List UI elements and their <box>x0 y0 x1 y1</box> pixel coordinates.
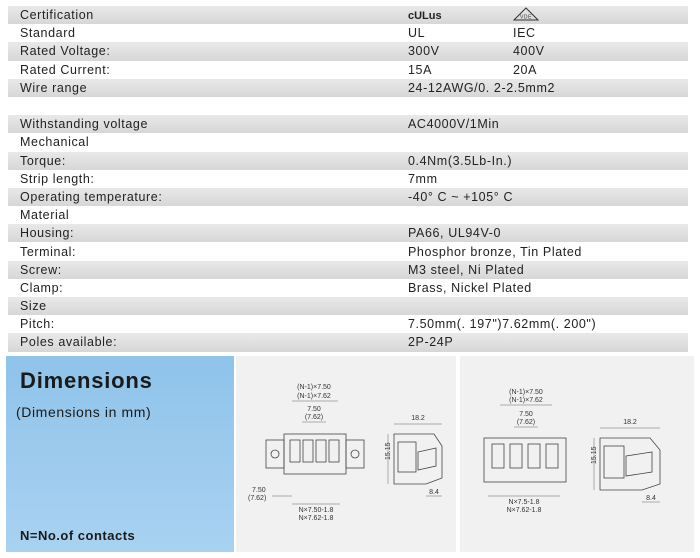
row-pitch <box>8 315 688 333</box>
material-label: Material <box>20 208 70 223</box>
screw-label: Screw: <box>20 262 62 277</box>
wire-range-label: Wire range <box>20 80 88 95</box>
d1-bottom-b: N×7.62-1.8 <box>298 515 334 522</box>
rated-current-label: Rated Current: <box>20 62 111 77</box>
pitch-value: 7.50mm(. 197")7.62mm(. 200") <box>408 317 597 332</box>
row-size <box>8 297 688 315</box>
d1-left-a: 7.50 <box>252 487 266 494</box>
row-strip-length <box>8 170 688 188</box>
d2-bottom-b: N×7.62-1.8 <box>506 507 542 514</box>
ul-mark-text: cULus <box>408 10 442 23</box>
row-torque <box>8 152 688 170</box>
row-rated-current <box>8 61 688 79</box>
clamp-label: Clamp: <box>20 280 64 295</box>
row-screw <box>8 261 688 279</box>
standard-iec: IEC <box>513 26 536 41</box>
rated-voltage-iec: 400V <box>513 44 545 59</box>
drawing-plain-connector <box>460 356 694 552</box>
housing-value: PA66, UL94V-0 <box>408 226 502 241</box>
vde-triangle-icon <box>513 7 539 21</box>
row-poles-available <box>8 333 688 351</box>
d2-bottom-a: N×7.5-1.8 <box>508 499 540 506</box>
d1-pitch-a: 7.50 <box>307 406 321 413</box>
size-label: Size <box>20 299 47 314</box>
certification-label: Certification <box>20 8 94 23</box>
rated-current-ul: 15A <box>408 62 433 77</box>
pitch-label: Pitch: <box>20 317 55 332</box>
row-operating-temperature <box>8 188 688 206</box>
row-housing <box>8 224 688 242</box>
row-mechanical <box>8 133 688 151</box>
wire-range-value: 24-12AWG/0. 2-2.5mm2 <box>408 80 556 95</box>
withstanding-voltage-value: AC4000V/1Min <box>408 117 500 132</box>
row-standard <box>8 24 688 42</box>
withstanding-voltage-label: Withstanding voltage <box>20 117 149 132</box>
row-rated-voltage <box>8 42 688 60</box>
vde-certification-mark <box>513 7 663 24</box>
torque-value: 0.4Nm(3.5Lb-In.) <box>408 153 513 168</box>
d2-pitch-b: (7.62) <box>516 419 536 426</box>
torque-label: Torque: <box>20 153 66 168</box>
ul-certification-mark <box>408 8 513 22</box>
contacts-note: N=No.of contacts <box>20 528 136 543</box>
row-material <box>8 206 688 224</box>
d1-bottom-a: N×7.50-1.8 <box>298 507 334 514</box>
d1-top-dim-a: (N-1)×7.50 <box>297 384 331 391</box>
d1-side-base: 8.4 <box>429 489 439 496</box>
standard-ul: UL <box>408 26 426 41</box>
d2-top-dim-a: (N-1)×7.50 <box>509 389 543 396</box>
d2-side-base: 8.4 <box>646 495 656 502</box>
d2-pitch-a: 7.50 <box>519 411 533 418</box>
row-withstanding-voltage <box>8 115 688 133</box>
drawing-flanged-connector <box>236 356 456 552</box>
strip-length-value: 7mm <box>408 171 438 186</box>
dimensions-subtitle: (Dimensions in mm) <box>16 404 152 420</box>
standard-label: Standard <box>20 26 76 41</box>
row-wire-range <box>8 79 688 97</box>
terminal-value: Phosphor bronze, Tin Plated <box>408 244 582 259</box>
dimensions-panel <box>6 356 234 552</box>
terminal-label: Terminal: <box>20 244 77 259</box>
d1-top-dim-b: (N-1)×7.62 <box>297 393 331 400</box>
clamp-value: Brass, Nickel Plated <box>408 280 532 295</box>
dimensions-title: Dimensions <box>20 368 153 393</box>
dimensions-section <box>0 356 700 558</box>
spec-table <box>8 6 688 352</box>
d1-side-height: 15.15 <box>385 442 392 460</box>
operating-temperature-label: Operating temperature: <box>20 189 163 204</box>
row-terminal <box>8 242 688 260</box>
rated-voltage-ul: 300V <box>408 44 440 59</box>
d2-top-dim-b: (N-1)×7.62 <box>509 397 543 404</box>
row-clamp <box>8 279 688 297</box>
poles-available-value: 2P-24P <box>408 335 454 350</box>
vde-mark-text: VDE <box>519 14 533 21</box>
mechanical-label: Mechanical <box>20 135 90 150</box>
rated-current-iec: 20A <box>513 62 538 77</box>
d1-side-width: 18.2 <box>411 415 425 422</box>
row-spacer <box>8 97 688 115</box>
poles-available-label: Poles available: <box>20 335 118 350</box>
operating-temperature-value: -40° C ~ +105° C <box>408 189 514 204</box>
rated-voltage-label: Rated Voltage: <box>20 44 111 59</box>
row-certification <box>8 6 688 24</box>
strip-length-label: Strip length: <box>20 171 95 186</box>
technical-drawing-1 <box>236 356 456 552</box>
d2-side-height: 15.15 <box>591 446 598 464</box>
technical-drawing-2 <box>460 356 694 552</box>
d2-side-width: 18.2 <box>623 419 637 426</box>
d1-pitch-b: (7.62) <box>304 414 324 421</box>
screw-value: M3 steel, Ni Plated <box>408 262 525 277</box>
housing-label: Housing: <box>20 226 75 241</box>
d1-left-b: (7.62) <box>248 495 267 502</box>
